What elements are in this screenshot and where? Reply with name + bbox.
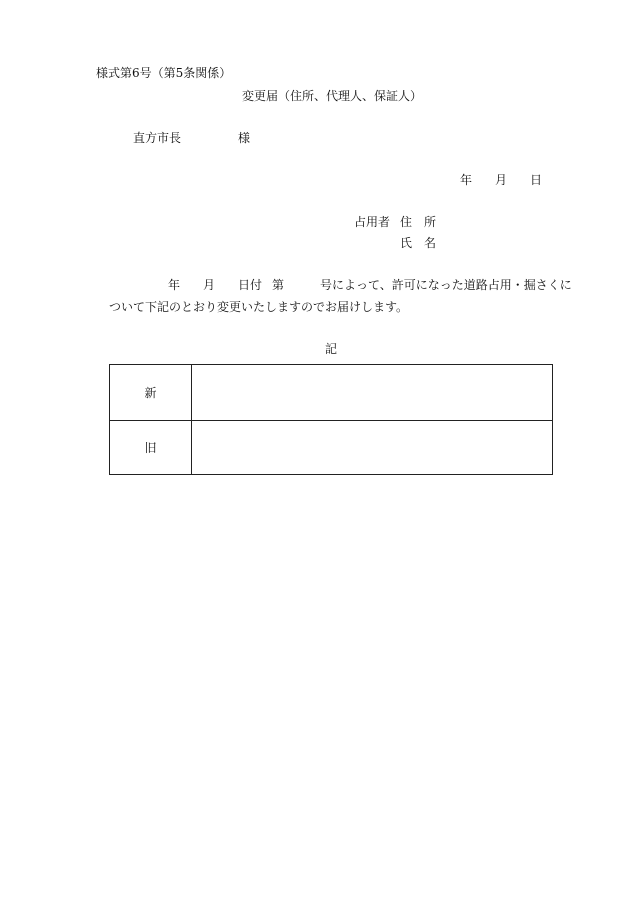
old-value-cell	[192, 420, 552, 474]
old-label-cell: 旧	[110, 420, 192, 474]
permit-year-label: 年	[168, 278, 181, 292]
table-row-new	[110, 365, 552, 421]
permit-day-label: 日付	[238, 278, 263, 292]
table-row-old	[110, 420, 552, 474]
date-day-label: 日	[530, 173, 543, 187]
occupant-address-label: 住 所	[400, 215, 437, 229]
occupant-label: 占用者	[354, 215, 391, 229]
date-month-label: 月	[495, 173, 508, 187]
body-text-line-2: ついて下記のとおり変更いたしますのでお届けします。	[109, 300, 409, 314]
change-table	[109, 364, 553, 475]
record-heading: 記	[325, 342, 338, 356]
form-number: 様式第6号（第5条関係）	[96, 66, 232, 80]
date-year-label: 年	[460, 173, 473, 187]
permit-month-label: 月	[203, 278, 216, 292]
addressee-honorific: 様	[238, 131, 251, 145]
new-value-cell	[192, 365, 552, 420]
addressee-name: 直方市長	[133, 131, 182, 145]
new-label-cell: 新	[110, 365, 192, 420]
body-text-line-1: 号によって、許可になった道路占用・掘さくに	[320, 278, 572, 292]
permit-number-prefix: 第	[272, 278, 285, 292]
document-title: 変更届（住所、代理人、保証人）	[242, 89, 423, 103]
occupant-name-label: 氏 名	[400, 236, 437, 250]
